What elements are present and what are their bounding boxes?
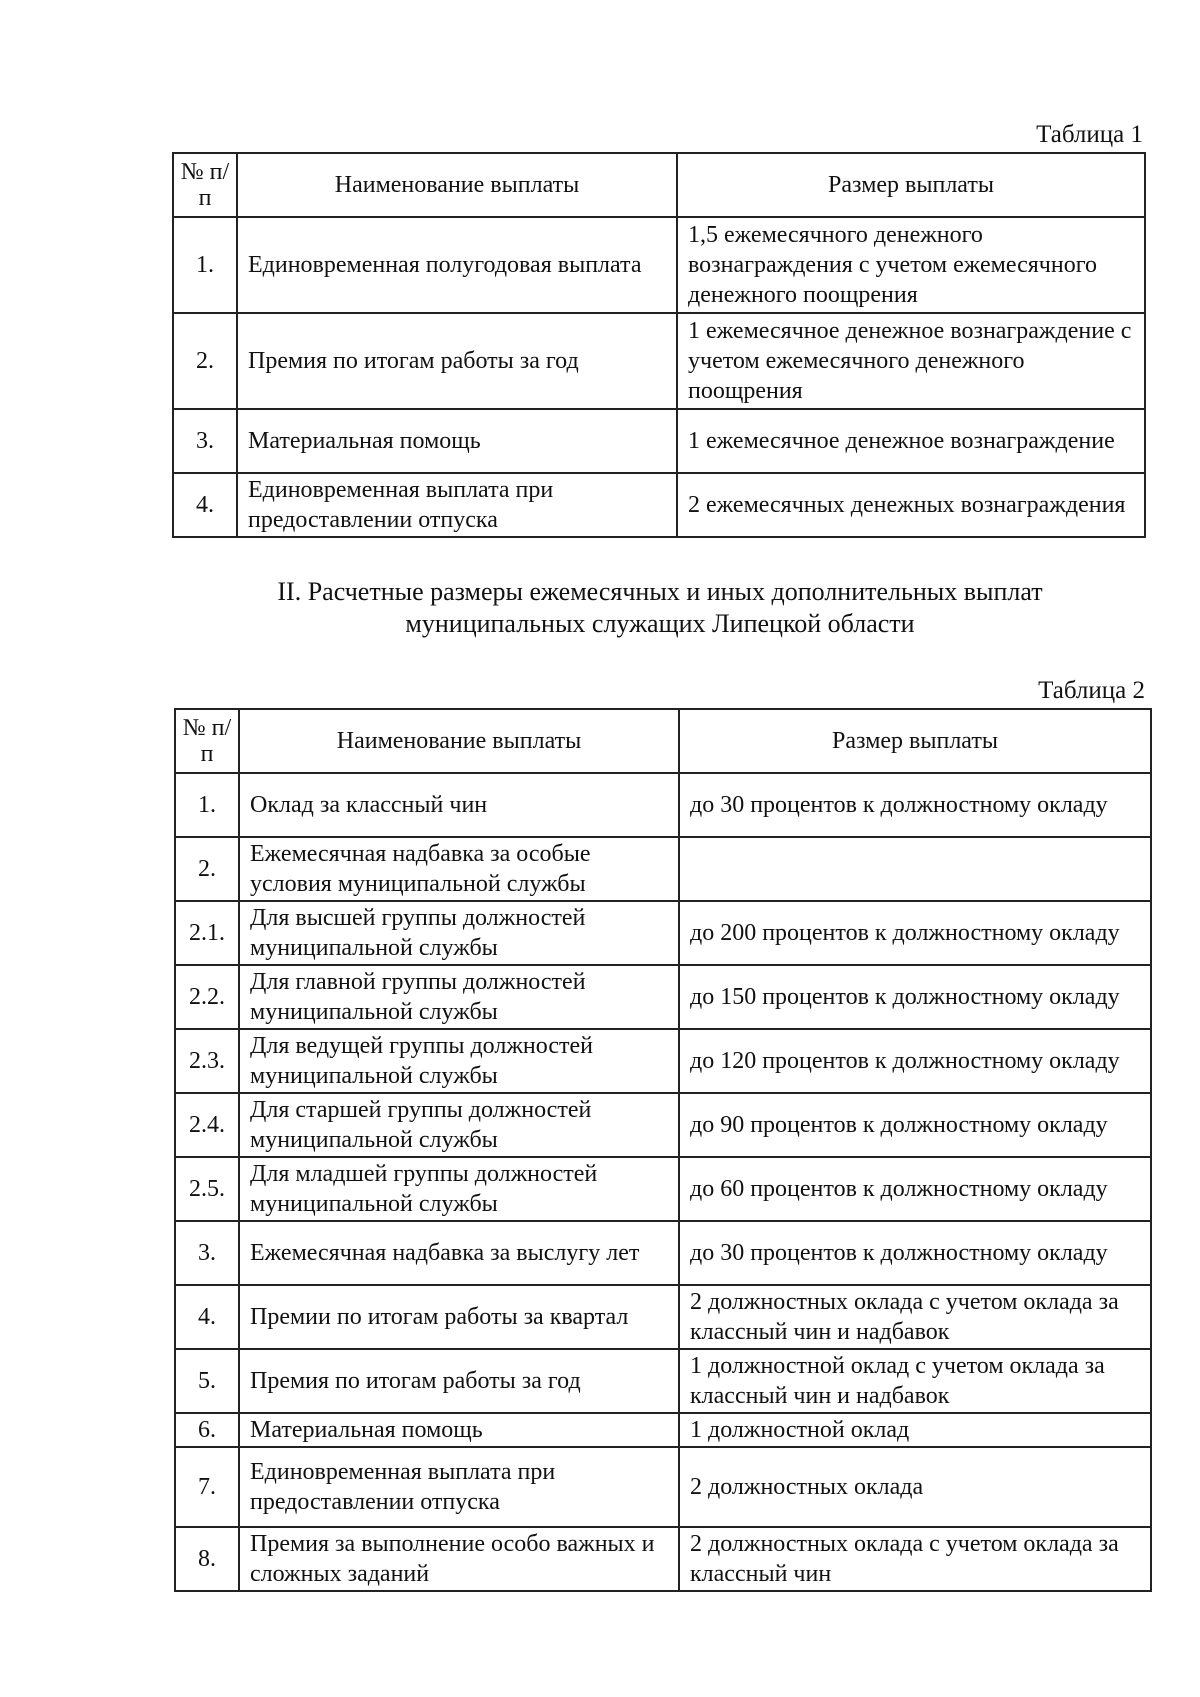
table1-caption: Таблица 1 bbox=[1036, 121, 1143, 148]
table2-header-size: Размер выплаты bbox=[679, 709, 1151, 773]
payment-size bbox=[679, 837, 1151, 901]
payment-size: до 30 процентов к должностному окладу bbox=[679, 1221, 1151, 1285]
payment-size: до 60 процентов к должностному окладу bbox=[679, 1157, 1151, 1221]
table2-header-name: Наименование выплаты bbox=[239, 709, 679, 773]
payment-size: до 200 процентов к должностному окладу bbox=[679, 901, 1151, 965]
row-number: 2.3. bbox=[175, 1029, 239, 1093]
table1-header-name: Наименование выплаты bbox=[237, 153, 677, 217]
row-number: 2.1. bbox=[175, 901, 239, 965]
section-heading-line1: II. Расчетные размеры ежемесячных и иных дополнительных выплат bbox=[277, 577, 1043, 606]
payment-name: Для главной группы должностей муниципальной службы bbox=[239, 965, 679, 1029]
payment-name: Для старшей группы должностей муниципальной службы bbox=[239, 1093, 679, 1157]
row-number: 2. bbox=[175, 837, 239, 901]
payment-name: Для младшей группы должностей муниципальной службы bbox=[239, 1157, 679, 1221]
payment-name: Премии по итогам работы за квартал bbox=[239, 1285, 679, 1349]
row-number: 2. bbox=[173, 313, 237, 409]
row-number: 2.2. bbox=[175, 965, 239, 1029]
table-row bbox=[173, 217, 1145, 313]
payment-size: до 120 процентов к должностному окладу bbox=[679, 1029, 1151, 1093]
table-row bbox=[173, 313, 1145, 409]
payment-size: 1 ежемесячное денежное вознаграждение bbox=[677, 409, 1145, 473]
row-number: 5. bbox=[175, 1349, 239, 1413]
row-number: 3. bbox=[173, 409, 237, 473]
payment-size: до 30 процентов к должностному окладу bbox=[679, 773, 1151, 837]
row-number: 4. bbox=[173, 473, 237, 537]
table-row bbox=[175, 1285, 1151, 1349]
payment-size: 1 ежемесячное денежное вознаграждение с учетом ежемесячного денежного поощрения bbox=[677, 313, 1145, 409]
payment-size: до 90 процентов к должностному окладу bbox=[679, 1093, 1151, 1157]
row-number: 8. bbox=[175, 1527, 239, 1591]
table-row bbox=[173, 473, 1145, 537]
row-number: 1. bbox=[175, 773, 239, 837]
payment-name: Единовременная выплата при предоставлении отпуска bbox=[237, 473, 677, 537]
section-heading-line2: муниципальных служащих Липецкой области bbox=[405, 609, 915, 638]
table-row bbox=[173, 409, 1145, 473]
payment-name: Материальная помощь bbox=[237, 409, 677, 473]
row-number: 7. bbox=[175, 1447, 239, 1527]
row-number: 2.4. bbox=[175, 1093, 239, 1157]
table1-header-row bbox=[173, 153, 1145, 217]
table-row bbox=[175, 837, 1151, 901]
payment-size: 1 должностной оклад с учетом оклада за классный чин и надбавок bbox=[679, 1349, 1151, 1413]
payment-name: Материальная помощь bbox=[239, 1413, 679, 1447]
table-row bbox=[175, 1527, 1151, 1591]
table-row bbox=[175, 1093, 1151, 1157]
table-row bbox=[175, 1413, 1151, 1447]
payment-name: Для высшей группы должностей муниципальной службы bbox=[239, 901, 679, 965]
table1-header-num: № п/п bbox=[173, 153, 237, 217]
row-number: 1. bbox=[173, 217, 237, 313]
row-number: 3. bbox=[175, 1221, 239, 1285]
table2 bbox=[174, 708, 1152, 1592]
payment-name: Ежемесячная надбавка за особые условия муниципальной службы bbox=[239, 837, 679, 901]
section-heading bbox=[170, 576, 1150, 640]
table1-header-size: Размер выплаты bbox=[677, 153, 1145, 217]
payment-name: Единовременная выплата при предоставлении отпуска bbox=[239, 1447, 679, 1527]
table-row bbox=[175, 773, 1151, 837]
table-row bbox=[175, 901, 1151, 965]
table2-caption: Таблица 2 bbox=[1038, 677, 1145, 704]
table-row bbox=[175, 1349, 1151, 1413]
row-number: 2.5. bbox=[175, 1157, 239, 1221]
row-number: 6. bbox=[175, 1413, 239, 1447]
table2-header-row bbox=[175, 709, 1151, 773]
payment-name: Для ведущей группы должностей муниципальной службы bbox=[239, 1029, 679, 1093]
table-row bbox=[175, 1157, 1151, 1221]
payment-size: 1 должностной оклад bbox=[679, 1413, 1151, 1447]
table-row bbox=[175, 1447, 1151, 1527]
payment-size: 2 должностных оклада bbox=[679, 1447, 1151, 1527]
table-row bbox=[175, 965, 1151, 1029]
payment-name: Ежемесячная надбавка за выслугу лет bbox=[239, 1221, 679, 1285]
payment-size: до 150 процентов к должностному окладу bbox=[679, 965, 1151, 1029]
table1 bbox=[172, 152, 1146, 538]
payment-size: 2 должностных оклада с учетом оклада за классный чин bbox=[679, 1527, 1151, 1591]
payment-name: Оклад за классный чин bbox=[239, 773, 679, 837]
row-number: 4. bbox=[175, 1285, 239, 1349]
payment-size: 1,5 ежемесячного денежного вознаграждения с учетом ежемесячного денежного поощрения bbox=[677, 217, 1145, 313]
payment-size: 2 должностных оклада с учетом оклада за классный чин и надбавок bbox=[679, 1285, 1151, 1349]
payment-name: Премия по итогам работы за год bbox=[237, 313, 677, 409]
table-row bbox=[175, 1221, 1151, 1285]
payment-name: Премия по итогам работы за год bbox=[239, 1349, 679, 1413]
table-row bbox=[175, 1029, 1151, 1093]
payment-size: 2 ежемесячных денежных вознаграждения bbox=[677, 473, 1145, 537]
table2-header-num: № п/п bbox=[175, 709, 239, 773]
payment-name: Премия за выполнение особо важных и сложных заданий bbox=[239, 1527, 679, 1591]
payment-name: Единовременная полугодовая выплата bbox=[237, 217, 677, 313]
